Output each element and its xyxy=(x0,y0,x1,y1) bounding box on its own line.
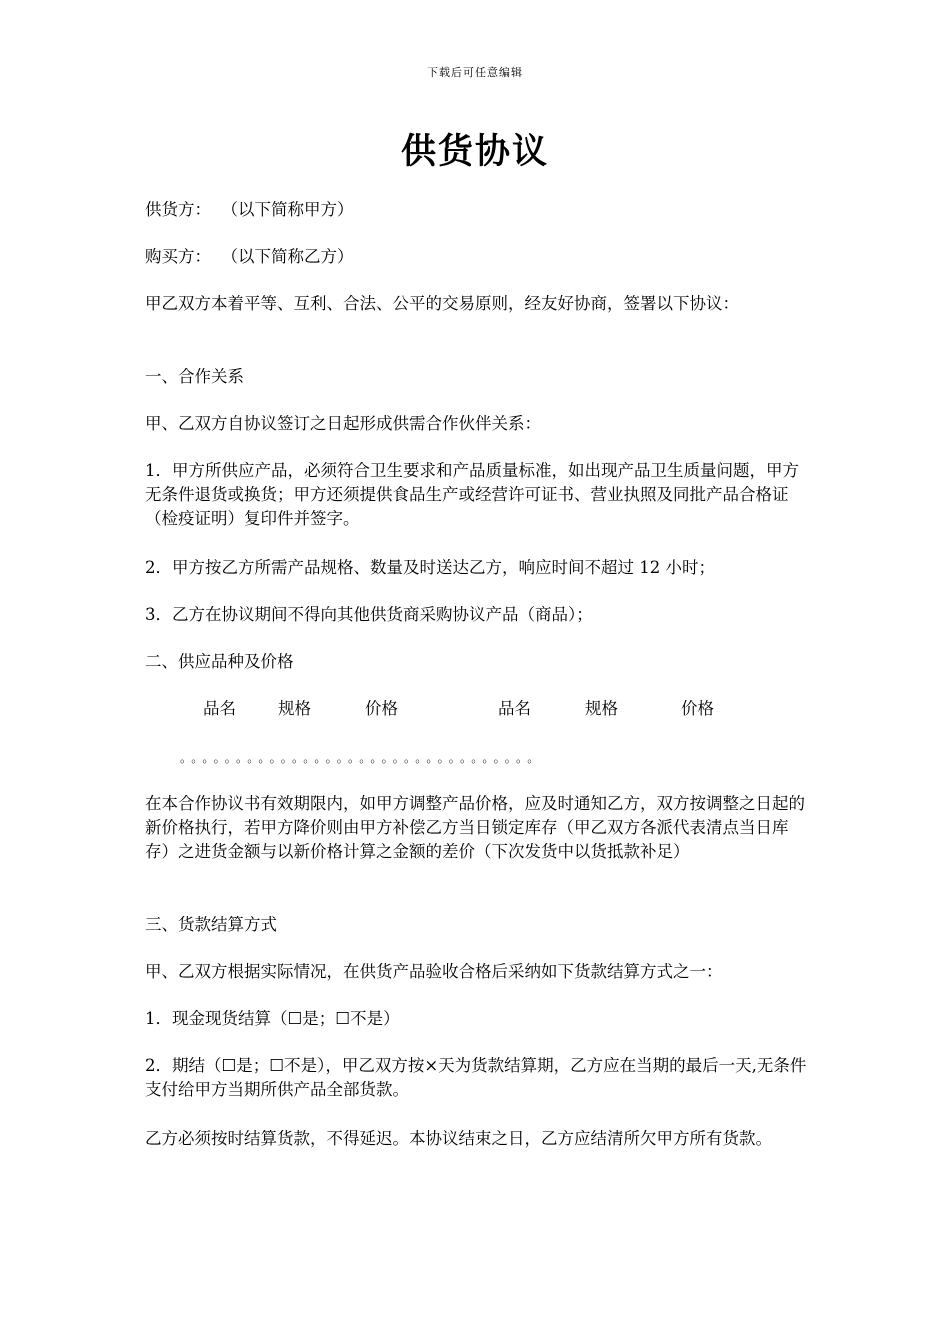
section-3-heading: 三、货款结算方式 xyxy=(145,915,277,934)
clause-1-1: 1．甲方所供应产品，必须符合卫生要求和产品质量标准，如出现产品卫生质量问题，甲方无条件退货或换货；甲方还须提供食品生产或经营许可证书、营业执照及同批产品合格证（检疫证明）复印件并签字。 xyxy=(145,461,799,528)
header-spec-2: 规格 xyxy=(585,699,618,718)
header-spec-1: 规格 xyxy=(278,699,311,718)
header-name-1: 品名 xyxy=(203,699,236,718)
settlement-intro: 甲、乙双方根据实际情况，在供货产品验收合格后采纳如下货款结算方式之一： xyxy=(145,962,723,981)
section-2-heading: 二、供应品种及价格 xyxy=(145,652,294,671)
supplier-line: 供货方： （以下简称甲方） xyxy=(145,200,354,219)
header-price-2: 价格 xyxy=(681,699,714,718)
header-name-2: 品名 xyxy=(498,699,531,718)
document-title: 供货协议 xyxy=(400,131,549,172)
clause-1-3: 3．乙方在协议期间不得向其他供货商采购协议产品（商品）； xyxy=(145,605,593,624)
product-table-header xyxy=(0,697,950,721)
price-adjustment-paragraph: 在本合作协议书有效期限内，如甲方调整产品价格，应及时通知乙方，双方按调整之日起的新价格执行，若甲方降价则由甲方补偿乙方当日锁定库存（甲乙双方各派代表清点当日库存）之进货金额与以新价格计算之金额的差价（下次发货中以货抵款补足） xyxy=(145,794,805,861)
settlement-option-1: 1．现金现货结算（☐是；☐不是） xyxy=(145,1009,400,1028)
payment-deadline-paragraph: 乙方必须按时结算货款，不得延迟。本协议结束之日，乙方应结清所欠甲方所有货款。 xyxy=(145,1129,772,1148)
section-1-heading: 一、合作关系 xyxy=(145,367,244,386)
product-table-placeholder-row: 。。。。。。。。。。。。。。。。。。。。。。。。。。。。。。。。 xyxy=(180,751,545,765)
buyer-line: 购买方： （以下简称乙方） xyxy=(145,247,354,266)
header-price-1: 价格 xyxy=(365,699,398,718)
settlement-option-2: 2．期结（☐是；☐不是），甲乙双方按×天为货款结算期，乙方应在当期的最后一天,无条件支付给甲方当期所供产品全部货款。 xyxy=(145,1056,807,1099)
header-note: 下载后可任意编辑 xyxy=(427,66,523,79)
clause-1-2: 2．甲方按乙方所需产品规格、数量及时送达乙方，响应时间不超过 12 小时； xyxy=(145,558,715,577)
partnership-statement: 甲、乙双方自协议签订之日起形成供需合作伙伴关系： xyxy=(145,414,541,433)
intro-paragraph: 甲乙双方本着平等、互利、合法、公平的交易原则，经友好协商，签署以下协议： xyxy=(145,294,739,313)
